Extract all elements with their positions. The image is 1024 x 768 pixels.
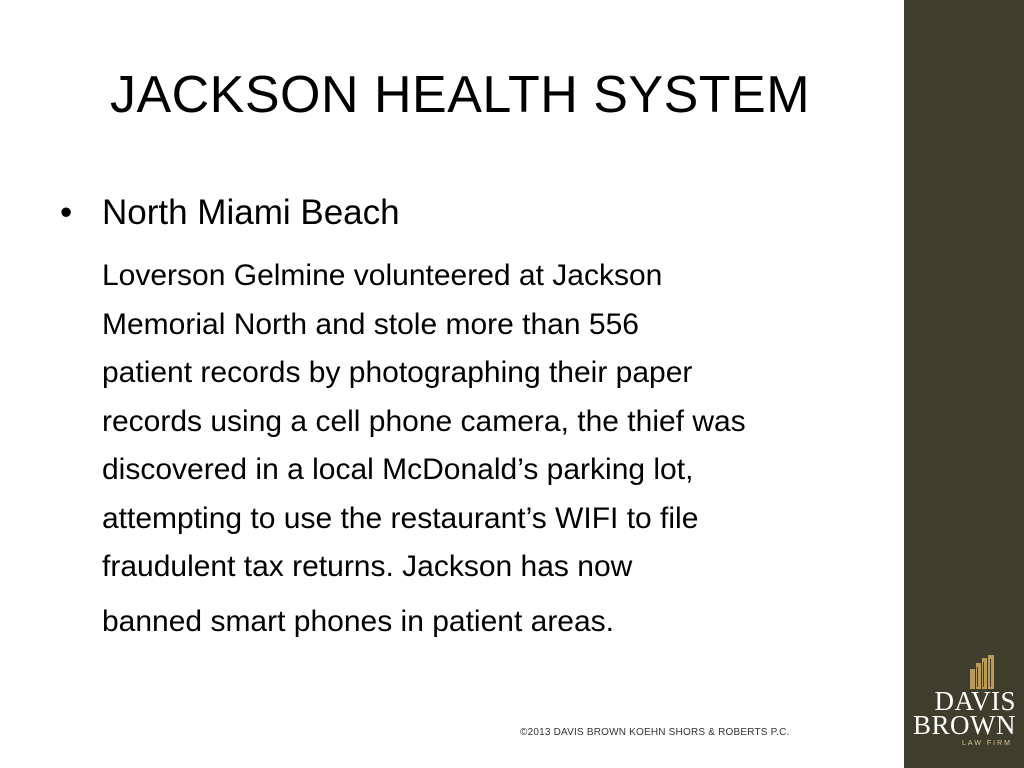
- bullet-text: North Miami Beach: [102, 193, 400, 232]
- building-icon: [970, 655, 996, 689]
- slide-title: JACKSON HEALTH SYSTEM: [109, 66, 811, 124]
- body-line: patient records by photographing their paper: [102, 356, 693, 389]
- logo-word-law-firm: LAW FIRM: [962, 740, 1012, 747]
- davis-brown-logo: [912, 655, 1016, 750]
- logo-word-davis: DAVIS: [934, 686, 1016, 716]
- body-line: Memorial North and stole more than 556: [102, 307, 639, 341]
- body-line: attempting to use the restaurant’s WIFI to file: [102, 501, 699, 535]
- bullet-dot: •: [60, 193, 73, 232]
- body-line: Loverson Gelmine volunteered at Jackson: [102, 259, 663, 292]
- body-line: banned smart phones in patient areas.: [102, 604, 615, 638]
- body-line: fraudulent tax returns. Jackson has now: [102, 550, 633, 583]
- body-paragraph: [102, 252, 892, 646]
- body-line: records using a cell phone camera, the thief was: [102, 404, 746, 438]
- body-line: discovered in a local McDonald’s parking lot,: [102, 453, 694, 486]
- copyright-footer: ©2013 DAVIS BROWN KOEHN SHORS & ROBERTS P.C.: [520, 727, 790, 738]
- logo-word-brown: BROWN: [913, 710, 1016, 740]
- side-bar: [904, 0, 1024, 768]
